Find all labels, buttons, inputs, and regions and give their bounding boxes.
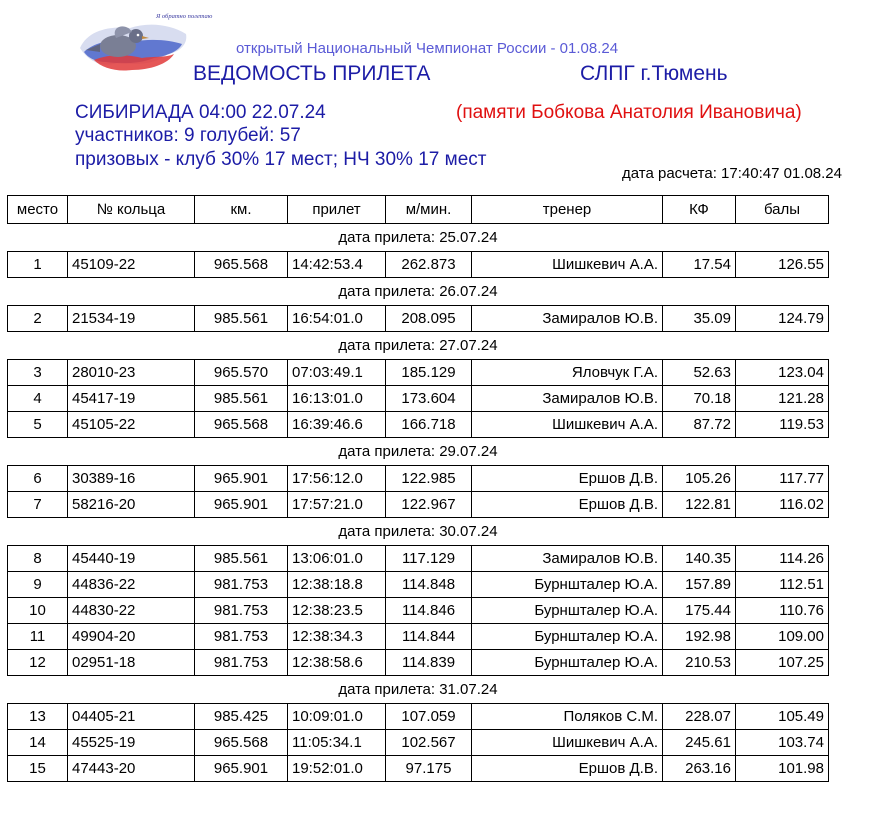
cell-coef: 140.35 <box>663 546 736 572</box>
cell-place: 11 <box>8 624 68 650</box>
arrival-date-row <box>8 518 829 546</box>
cell-coef: 245.61 <box>663 730 736 756</box>
cell-ring: 45417-19 <box>68 386 195 412</box>
cell-ring: 45105-22 <box>68 412 195 438</box>
cell-speed: 114.846 <box>386 598 472 624</box>
cell-km: 985.561 <box>195 386 288 412</box>
cell-coef: 263.16 <box>663 756 736 782</box>
col-header-points: балы <box>736 196 829 224</box>
cell-arrival: 07:03:49.1 <box>288 360 386 386</box>
cell-speed: 166.718 <box>386 412 472 438</box>
arrival-date-label: дата прилета: 29.07.24 <box>338 443 498 460</box>
cell-km: 981.753 <box>195 598 288 624</box>
cell-points: 107.25 <box>736 650 829 676</box>
cell-km: 985.561 <box>195 306 288 332</box>
cell-points: 117.77 <box>736 466 829 492</box>
cell-arrival: 10:09:01.0 <box>288 704 386 730</box>
club-name: СЛПГ г.Тюмень <box>580 62 728 85</box>
cell-points: 109.00 <box>736 624 829 650</box>
table-row <box>8 624 829 650</box>
table-row <box>8 572 829 598</box>
cell-speed: 114.848 <box>386 572 472 598</box>
prize-info: призовых - клуб 30% 17 мест; НЧ 30% 17 мест <box>75 149 487 170</box>
arrival-date-label: дата прилета: 30.07.24 <box>338 523 498 540</box>
cell-ring: 45525-19 <box>68 730 195 756</box>
cell-place: 4 <box>8 386 68 412</box>
cell-coef: 157.89 <box>663 572 736 598</box>
cell-speed: 173.604 <box>386 386 472 412</box>
cell-trainer: Ершов Д.В. <box>472 492 663 518</box>
col-header-place: место <box>8 196 68 224</box>
table-row <box>8 650 829 676</box>
cell-coef: 70.18 <box>663 386 736 412</box>
cell-speed: 97.175 <box>386 756 472 782</box>
col-header-ring: № кольца <box>68 196 195 224</box>
cell-place: 8 <box>8 546 68 572</box>
cell-km: 985.425 <box>195 704 288 730</box>
cell-coef: 35.09 <box>663 306 736 332</box>
col-header-speed: м/мин. <box>386 196 472 224</box>
cell-ring: 45109-22 <box>68 252 195 278</box>
cell-coef: 192.98 <box>663 624 736 650</box>
cell-trainer: Шишкевич А.А. <box>472 730 663 756</box>
cell-points: 124.79 <box>736 306 829 332</box>
cell-arrival: 12:38:58.6 <box>288 650 386 676</box>
cell-points: 103.74 <box>736 730 829 756</box>
arrival-date-row <box>8 278 829 306</box>
table-row <box>8 386 829 412</box>
cell-ring: 49904-20 <box>68 624 195 650</box>
arrival-date-row <box>8 676 829 704</box>
cell-coef: 210.53 <box>663 650 736 676</box>
cell-trainer: Бурншталер Ю.А. <box>472 598 663 624</box>
cell-place: 12 <box>8 650 68 676</box>
cell-speed: 102.567 <box>386 730 472 756</box>
table-row <box>8 756 829 782</box>
table-row <box>8 704 829 730</box>
cell-speed: 117.129 <box>386 546 472 572</box>
cell-trainer: Бурншталер Ю.А. <box>472 624 663 650</box>
cell-km: 981.753 <box>195 624 288 650</box>
table-row <box>8 546 829 572</box>
cell-km: 965.568 <box>195 412 288 438</box>
cell-km: 965.570 <box>195 360 288 386</box>
cell-ring: 21534-19 <box>68 306 195 332</box>
cell-ring: 45440-19 <box>68 546 195 572</box>
cell-arrival: 16:54:01.0 <box>288 306 386 332</box>
table-header-row <box>8 196 829 224</box>
cell-trainer: Бурншталер Ю.А. <box>472 650 663 676</box>
cell-km: 965.568 <box>195 252 288 278</box>
cell-points: 114.26 <box>736 546 829 572</box>
table-row <box>8 360 829 386</box>
cell-km: 965.901 <box>195 492 288 518</box>
cell-arrival: 13:06:01.0 <box>288 546 386 572</box>
cell-place: 6 <box>8 466 68 492</box>
participants-count: участников: 9 голубей: 57 <box>75 125 301 146</box>
cell-place: 2 <box>8 306 68 332</box>
cell-place: 9 <box>8 572 68 598</box>
cell-trainer: Замиралов Ю.В. <box>472 546 663 572</box>
arrival-date-row <box>8 224 829 252</box>
cell-coef: 87.72 <box>663 412 736 438</box>
table-row <box>8 306 829 332</box>
cell-points: 101.98 <box>736 756 829 782</box>
cell-coef: 105.26 <box>663 466 736 492</box>
cell-coef: 228.07 <box>663 704 736 730</box>
cell-place: 5 <box>8 412 68 438</box>
cell-km: 981.753 <box>195 650 288 676</box>
cell-arrival: 12:38:34.3 <box>288 624 386 650</box>
cell-km: 965.901 <box>195 466 288 492</box>
cell-ring: 02951-18 <box>68 650 195 676</box>
race-info: СИБИРИАДА 04:00 22.07.24 <box>75 102 326 123</box>
col-header-arrival: прилет <box>288 196 386 224</box>
cell-place: 14 <box>8 730 68 756</box>
cell-coef: 52.63 <box>663 360 736 386</box>
cell-points: 119.53 <box>736 412 829 438</box>
cell-place: 1 <box>8 252 68 278</box>
cell-arrival: 17:56:12.0 <box>288 466 386 492</box>
cell-ring: 28010-23 <box>68 360 195 386</box>
cell-trainer: Замиралов Ю.В. <box>472 386 663 412</box>
cell-trainer: Поляков С.М. <box>472 704 663 730</box>
col-header-coef: КФ <box>663 196 736 224</box>
cell-place: 15 <box>8 756 68 782</box>
cell-points: 121.28 <box>736 386 829 412</box>
cell-ring: 44836-22 <box>68 572 195 598</box>
cell-arrival: 12:38:18.8 <box>288 572 386 598</box>
cell-coef: 122.81 <box>663 492 736 518</box>
cell-points: 123.04 <box>736 360 829 386</box>
logo-caption: Я обратно полетаю <box>156 13 213 20</box>
championship-title: открытый Национальный Чемпионат России - 01.08.24 <box>236 40 619 57</box>
cell-place: 13 <box>8 704 68 730</box>
results-table <box>7 195 829 782</box>
cell-place: 10 <box>8 598 68 624</box>
cell-speed: 208.095 <box>386 306 472 332</box>
cell-points: 126.55 <box>736 252 829 278</box>
cell-trainer: Замиралов Ю.В. <box>472 306 663 332</box>
table-row <box>8 730 829 756</box>
page-title: ВЕДОМОСТЬ ПРИЛЕТА <box>193 62 431 85</box>
pigeon-russia-logo-icon <box>70 8 213 76</box>
cell-points: 116.02 <box>736 492 829 518</box>
cell-speed: 114.844 <box>386 624 472 650</box>
cell-ring: 30389-16 <box>68 466 195 492</box>
cell-speed: 185.129 <box>386 360 472 386</box>
arrival-date-label: дата прилета: 31.07.24 <box>338 681 498 698</box>
table-row <box>8 252 829 278</box>
cell-arrival: 16:39:46.6 <box>288 412 386 438</box>
cell-km: 965.901 <box>195 756 288 782</box>
memorial-dedication: (памяти Бобкова Анатолия Ивановича) <box>456 102 802 123</box>
cell-ring: 44830-22 <box>68 598 195 624</box>
cell-points: 112.51 <box>736 572 829 598</box>
col-header-km: км. <box>195 196 288 224</box>
arrival-date-row <box>8 438 829 466</box>
cell-trainer: Бурншталер Ю.А. <box>472 572 663 598</box>
cell-km: 985.561 <box>195 546 288 572</box>
cell-km: 981.753 <box>195 572 288 598</box>
table-row <box>8 412 829 438</box>
cell-coef: 175.44 <box>663 598 736 624</box>
cell-ring: 47443-20 <box>68 756 195 782</box>
table-row <box>8 598 829 624</box>
cell-km: 965.568 <box>195 730 288 756</box>
cell-points: 105.49 <box>736 704 829 730</box>
cell-speed: 114.839 <box>386 650 472 676</box>
cell-ring: 04405-21 <box>68 704 195 730</box>
cell-arrival: 17:57:21.0 <box>288 492 386 518</box>
cell-coef: 17.54 <box>663 252 736 278</box>
cell-trainer: Яловчук Г.А. <box>472 360 663 386</box>
cell-place: 7 <box>8 492 68 518</box>
arrival-date-row <box>8 332 829 360</box>
cell-trainer: Ершов Д.В. <box>472 756 663 782</box>
cell-trainer: Шишкевич А.А. <box>472 412 663 438</box>
table-row <box>8 492 829 518</box>
arrival-date-label: дата прилета: 27.07.24 <box>338 337 498 354</box>
cell-ring: 58216-20 <box>68 492 195 518</box>
cell-arrival: 12:38:23.5 <box>288 598 386 624</box>
cell-arrival: 16:13:01.0 <box>288 386 386 412</box>
cell-speed: 107.059 <box>386 704 472 730</box>
cell-speed: 122.985 <box>386 466 472 492</box>
arrival-date-label: дата прилета: 26.07.24 <box>338 283 498 300</box>
cell-arrival: 14:42:53.4 <box>288 252 386 278</box>
table-row <box>8 466 829 492</box>
col-header-trainer: тренер <box>472 196 663 224</box>
cell-arrival: 11:05:34.1 <box>288 730 386 756</box>
cell-trainer: Ершов Д.В. <box>472 466 663 492</box>
cell-arrival: 19:52:01.0 <box>288 756 386 782</box>
cell-speed: 262.873 <box>386 252 472 278</box>
arrival-date-label: дата прилета: 25.07.24 <box>338 229 498 246</box>
cell-points: 110.76 <box>736 598 829 624</box>
cell-trainer: Шишкевич А.А. <box>472 252 663 278</box>
calculation-date: дата расчета: 17:40:47 01.08.24 <box>622 165 842 182</box>
cell-place: 3 <box>8 360 68 386</box>
cell-speed: 122.967 <box>386 492 472 518</box>
